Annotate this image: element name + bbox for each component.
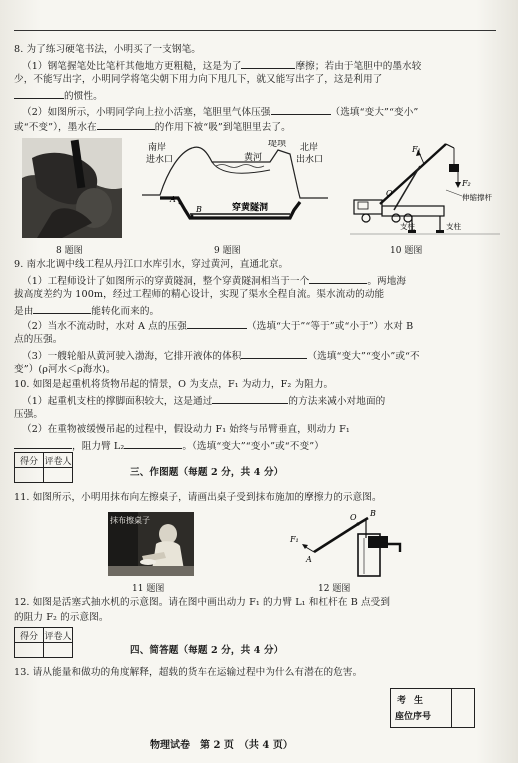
fig9-label-river: 黄河 — [244, 153, 263, 163]
q8-part2-choice: （选填“变大”“变小” — [330, 107, 419, 118]
score-box-sec3 — [14, 452, 73, 483]
q9-blank-1[interactable] — [309, 273, 367, 284]
q11-stem: 11. 如图所示，小明用抹布向左擦桌子，请画出桌子受到抹布施加的摩擦力的示意图。 — [14, 492, 382, 503]
q10-blank-3[interactable] — [124, 438, 182, 449]
fig10-label-F1: F₁ — [412, 145, 421, 154]
score-label: 得分 — [15, 453, 44, 468]
fig12-point-O: O — [350, 513, 357, 522]
q10-stem: 10. 如图是起重机将货物吊起的情景，O 为支点，F₁ 为动力，F₂ 为阻力。 — [14, 379, 334, 390]
q10-line-3: 压强。 — [14, 409, 44, 420]
q9-line-7 — [22, 348, 420, 363]
q8-line-6 — [14, 119, 291, 134]
q8-blank-1[interactable] — [241, 58, 295, 69]
q9-line-6: 点的压强。 — [14, 334, 63, 345]
q10-line-2 — [22, 393, 385, 408]
caption-fig10: 10 题图 — [390, 246, 423, 256]
fig10-crane-diagram — [350, 138, 500, 238]
caption-fig12: 12 题图 — [318, 584, 351, 594]
caption-fig11: 11 题图 — [132, 584, 165, 594]
fig12-point-B: B — [370, 509, 376, 518]
q13-stem: 13. 请从能量和做功的角度解释，超载的货车在运输过程中为什么有潜在的危害。 — [14, 667, 363, 678]
q9-blank-4[interactable] — [241, 348, 307, 359]
q9-blank-2[interactable] — [33, 303, 91, 314]
q10-part2-text: ，阻力臂 L₂ — [72, 441, 125, 452]
q10-line-5 — [14, 438, 324, 453]
section-4-title: 四、简答题（每题 2 分，共 4 分） — [130, 645, 284, 656]
q8-line-2 — [22, 58, 422, 73]
section-3-title: 三、作图题（每题 2 分，共 4 分） — [130, 467, 284, 478]
grader-label: 评卷人 — [44, 628, 73, 643]
fig9-tunnel-diagram — [140, 140, 330, 236]
q9-line-4 — [14, 303, 159, 318]
q9-part3-text: （3）一艘轮船从黄河驶入渤海，它排开液体的体积 — [22, 351, 242, 362]
fig12-point-A: A — [306, 555, 312, 564]
seat-label-number: 座位序号 — [395, 712, 432, 722]
q8-line-4 — [14, 88, 103, 103]
fig10-label-support-1: 支柱 — [400, 222, 415, 231]
q9-line-3: 拔高度差约为 100m，经过工程师的精心设计，实现了渠水全程自流。渠水流动的动能 — [14, 289, 385, 300]
fig10-label-F2: F₂ — [462, 179, 471, 188]
q8-stem: 8. 为了练习硬笔书法，小明买了一支钢笔。 — [14, 44, 201, 55]
q12-stem: 12. 如图是活塞式抽水机的示意图。请在图中画出动力 F₁ 的力臂 L₁ 和杠杆在 B 点受到 — [14, 597, 391, 608]
q10-blank-2[interactable] — [14, 438, 72, 449]
q9-line-2 — [22, 273, 406, 288]
q9-part3-choice: （选填“变大”“变小”或“不 — [307, 351, 420, 362]
q9-part2-choice: （选填“大于”“等于”或“小于”）水对 B — [246, 321, 414, 332]
q8-line-3: 少，不能写出字，小明同学将笔尖朝下用力向下甩几下，就又能写出字了，这是利用了 — [14, 74, 383, 85]
q9-part1-text: （1）工程师设计了如图所示的穿黄隧洞，整个穿黄隧洞相当于一个 — [22, 276, 310, 287]
q10-line-4: （2）在重物被缓慢吊起的过程中，假设动力 F₁ 始终与吊臂垂直，则动力 F₁ — [22, 424, 350, 435]
q10-part2-choice: 。（选填“变大”“变小”或“不变”） — [182, 441, 324, 452]
q10-blank-1[interactable] — [212, 393, 288, 404]
grader-cell[interactable] — [44, 468, 73, 483]
caption-fig9: 9 题图 — [214, 246, 241, 256]
score-cell[interactable] — [15, 468, 44, 483]
q8-line-5 — [22, 104, 418, 119]
fig10-label-O: O — [386, 189, 393, 198]
fig9-point-B: B — [196, 205, 202, 214]
fig8-pen-photo — [22, 138, 122, 238]
page-footer: 物理试卷 第 2 页 （共 4 页） — [150, 740, 293, 751]
q8-blank-2[interactable] — [14, 88, 64, 99]
q8-part1-text: （1）钢笔握笔处比笔杆其他地方更粗糙，这是为了 — [22, 61, 242, 72]
q10-part1-text: （1）起重机支柱的撑脚面积较大，这是通过 — [22, 396, 213, 407]
seat-label-examinee: 考生 — [397, 696, 432, 706]
q9-line-5 — [22, 318, 413, 333]
fig11-photo-label: 抹布擦桌子 — [110, 516, 150, 525]
score-box-sec4 — [14, 627, 73, 658]
fig9-point-A: A — [170, 195, 176, 204]
score-label: 得分 — [15, 628, 44, 643]
q9-part1-text-b: 。两地海 — [367, 276, 407, 287]
score-cell[interactable] — [15, 643, 44, 658]
fig9-label-dam: 堤坝 — [268, 140, 287, 149]
header-rule — [14, 30, 496, 31]
q9-stem: 9. 南水北调中线工程从丹江口水库引水，穿过黄河，直通北京。 — [14, 259, 289, 270]
seat-number-field[interactable] — [450, 688, 475, 728]
fig11-wiping-photo — [108, 512, 194, 576]
grader-label: 评卷人 — [44, 453, 73, 468]
fig9-label-north: 北岸 — [300, 143, 319, 153]
caption-fig8: 8 题图 — [56, 246, 83, 256]
q8-part2-text-b: 或“不变”），墨水在 — [14, 122, 97, 133]
fig12-label-F1: F₁ — [290, 535, 299, 544]
fig9-label-outlet: 出水口 — [296, 155, 324, 165]
fig10-label-arm: 伸缩撑杆 — [462, 193, 492, 202]
q8-part2-text-c: 的作用下被“吸”到笔胆里去了。 — [154, 122, 291, 133]
q10-part1-text-b: 的方法来减小对地面的 — [288, 396, 386, 407]
seat-number-box[interactable] — [390, 688, 452, 728]
q8-part2-text: （2）如图所示，小明同学向上拉小活塞，笔胆里气体压强 — [22, 107, 271, 118]
q9-part2-text: （2）当水不流动时，水对 A 点的压强 — [22, 321, 187, 332]
fig9-label-inlet: 进水口 — [146, 155, 174, 165]
fig9-label-south: 南岸 — [148, 143, 167, 153]
grader-cell[interactable] — [44, 643, 73, 658]
q9-part1-text-c: 是由 — [14, 306, 34, 317]
q9-part1-text-d: 能转化而来的。 — [91, 306, 160, 317]
q8-part1-text-b: 摩擦；若由于笔胆中的墨水较 — [295, 61, 422, 72]
q8-blank-3[interactable] — [271, 104, 331, 115]
q8-inertia-text: 的惯性。 — [64, 91, 103, 102]
fig9-label-tunnel: 穿黄隧洞 — [232, 203, 269, 213]
fig12-pump-diagram — [288, 508, 418, 580]
q9-blank-3[interactable] — [187, 318, 247, 329]
q8-blank-4[interactable] — [97, 119, 155, 130]
fig10-label-support-2: 支柱 — [446, 222, 461, 231]
q9-line-8: 变”）(ρ河水＜ρ海水)。 — [14, 364, 116, 375]
q12-line-2: 的阻力 F₂ 的示意图。 — [14, 612, 109, 623]
